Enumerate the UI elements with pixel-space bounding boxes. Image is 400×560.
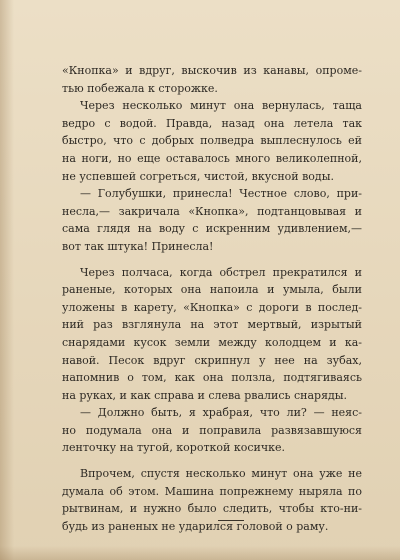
text-line: ведро с водой. Правда, назад она летела так — [62, 116, 362, 130]
text-line: сама глядя на воду с искренним удивлением,— — [62, 222, 362, 236]
text-line: будь из раненых не ударился головой о раму. — [62, 519, 329, 533]
text-line: не успевшей согреться, чистой, вкусной воды. — [62, 169, 334, 183]
text-line: ний раз взглянула на этот мертвый, изрытый — [62, 318, 362, 332]
text-line: ленточку на тугой, короткой косичке. — [62, 441, 286, 455]
text-line: Через полчаса, когда обстрел прекратился и — [80, 265, 362, 279]
text-line: вот так штука! Принесла! — [62, 239, 214, 253]
text-line: навой. Песок вдруг скрипнул у нее на зубах, — [62, 353, 362, 367]
text-line: на ноги, но еще оставалось много великолепной, — [62, 151, 362, 165]
page-edge-shadow-bottom — [0, 546, 400, 560]
text-line: тью побежала к сторожке. — [62, 81, 218, 95]
text-line: Через несколько минут она вернулась, таща — [80, 99, 362, 113]
text-line: «Кнопка» и вдруг, выскочив из канавы, опроме- — [62, 64, 362, 77]
text-line: Впрочем, спустя несколько минут она уже не — [80, 467, 362, 481]
text-line: несла,— закричала «Кнопка», подтанцовывая и — [62, 204, 362, 218]
text-line: думала об этом. Машина попрежнему ныряла по — [62, 484, 362, 498]
text-line: раненые, которых она напоила и умыла, были — [62, 283, 362, 297]
end-rule — [218, 520, 244, 521]
page-edge-shadow-left — [0, 0, 14, 560]
text-line: — Голубушки, принесла! Честное слово, при- — [80, 187, 362, 201]
text-line: но подумала она и поправила развязавшуюся — [62, 423, 362, 437]
text-line: — Должно быть, я храбрая, что ли? — неяс- — [80, 406, 362, 420]
text-line: уложены в карету, «Кнопка» с дороги в послед- — [62, 300, 362, 314]
text-line: снарядами кусок земли между колодцем и ка- — [62, 335, 362, 349]
text-line: напомнив о том, как она ползла, подтягиваясь — [62, 371, 362, 385]
text-line: рытвинам, и нужно было следить, чтобы кто-ни- — [62, 502, 362, 516]
text-line: быстро, что с добрых полведра выплеснулось ей — [62, 134, 362, 148]
text-line: на руках, и как справа и слева рвались снаряды. — [62, 388, 348, 402]
page-text — [62, 62, 362, 535]
